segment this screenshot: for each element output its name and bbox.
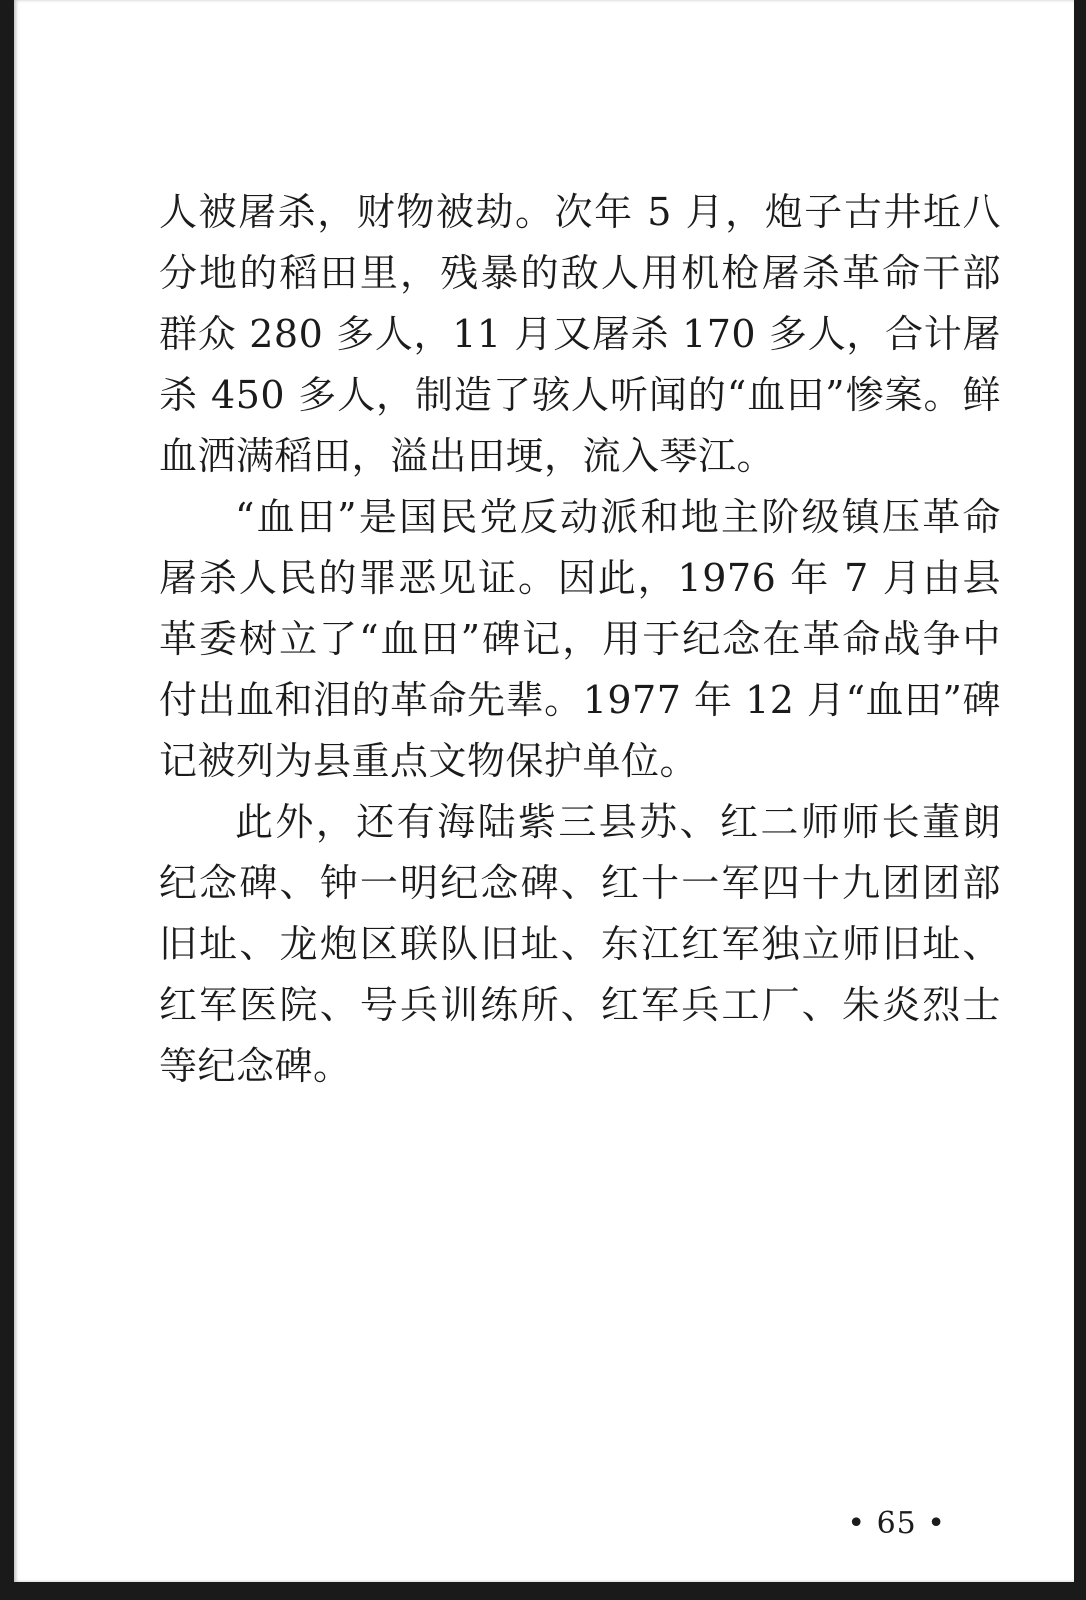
book-page — [14, 0, 1074, 1582]
paragraph-2: “血田”是国民党反动派和地主阶级镇压革命屠杀人民的罪恶见证。因此，1976 年 7 月由县革委树立了“血田”碑记，用于纪念在革命战争中付出血和泪的革命先辈。1977 年 12 月“血田”碑记被列为县重点文物保护单位。 — [159, 495, 1001, 783]
page-number: • 65 • — [847, 1506, 946, 1541]
paragraph-1: 人被屠杀，财物被劫。次年 5 月，炮子古井坵八分地的稻田里，残暴的敌人用机枪屠杀革命干部群众 280 多人，11 月又屠杀 170 多人，合计屠杀 450 多人，制造了骇人听闻的“血田”惨案。鲜血洒满稻田，溢出田埂，流入琴江。 — [159, 190, 1001, 478]
paragraph-3: 此外，还有海陆紫三县苏、红二师师长董朗纪念碑、钟一明纪念碑、红十一军四十九团团部旧址、龙炮区联队旧址、东江红军独立师旧址、红军医院、号兵训练所、红军兵工厂、朱炎烈士等纪念碑。 — [159, 800, 1001, 1088]
body-text — [159, 182, 1001, 1097]
